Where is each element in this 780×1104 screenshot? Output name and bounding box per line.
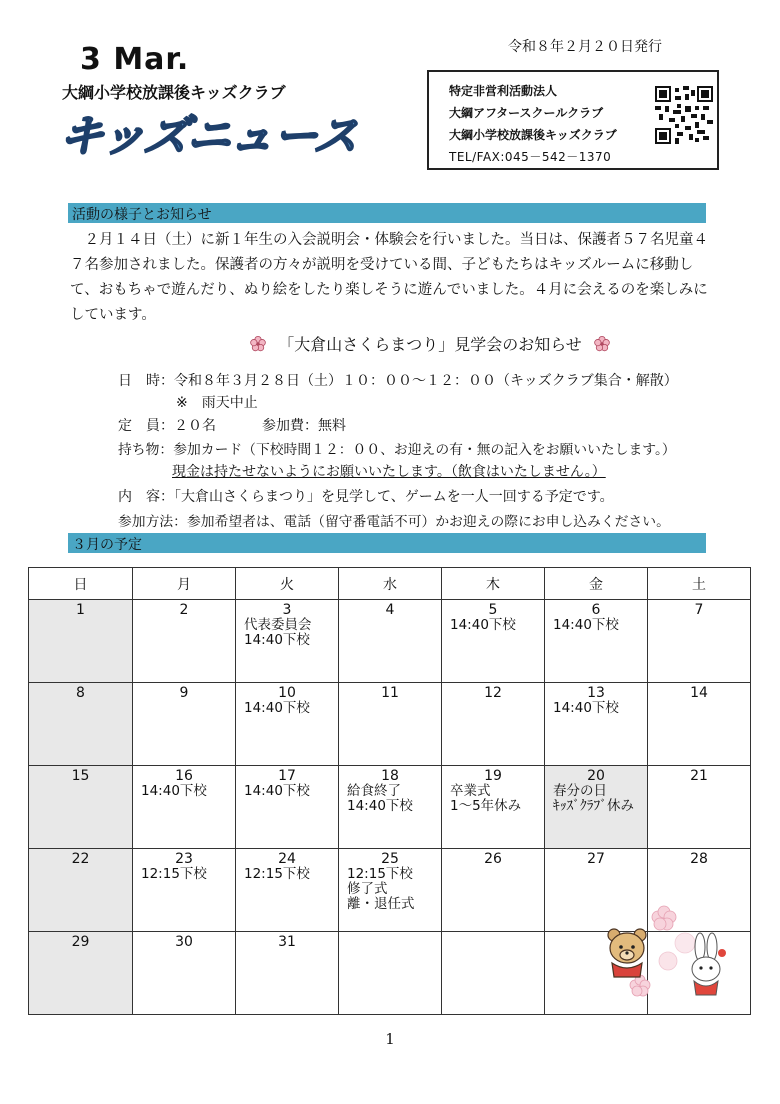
- calendar-day-cell: [133, 766, 236, 849]
- day-event: 代表委員会: [244, 617, 312, 633]
- fee-label: 参加費：: [262, 418, 318, 434]
- activity-section-bar: [68, 203, 706, 223]
- day-number: 19: [484, 768, 502, 784]
- calendar-day-cell: [133, 849, 236, 932]
- day-number: 3: [282, 602, 292, 618]
- event-title-row: [0, 332, 780, 355]
- day-event: 14:40下校: [244, 632, 310, 648]
- items-label: 持ち物：: [118, 442, 174, 458]
- weekday-header-row: [29, 568, 751, 600]
- activity-heading: 活動の様子とお知らせ: [72, 207, 212, 223]
- event-date-value: 令和８年３月２８日（土）１０：００～１２：００（キッズクラブ集合・解散）: [174, 373, 678, 389]
- calendar-day-cell: [236, 766, 339, 849]
- org-name: 大綱アフタースクールクラブ: [449, 106, 604, 120]
- day-event: 離・退任式: [347, 896, 415, 912]
- tel-fax: TEL/FAX:045－542－1370: [449, 150, 612, 164]
- calendar-day-cell: [29, 849, 133, 932]
- day-number: 24: [278, 851, 296, 867]
- calendar-day-cell: [339, 683, 442, 766]
- sakura-flower-icon: [594, 336, 610, 352]
- day-number: 31: [278, 934, 296, 950]
- calendar-day-cell: [29, 766, 133, 849]
- day-event: 12:15下校: [244, 866, 310, 882]
- day-number: 2: [179, 602, 189, 618]
- day-number: 7: [694, 602, 704, 618]
- day-event: 1～5年休み: [450, 798, 522, 814]
- weekday-header: 水: [339, 568, 442, 600]
- day-number: 1: [76, 602, 85, 618]
- qr-code-icon: [655, 86, 713, 144]
- day-number: 25: [381, 851, 399, 867]
- calendar-day-cell: [339, 849, 442, 932]
- weekday-header: 土: [648, 568, 751, 600]
- day-number: 12: [484, 685, 502, 701]
- event-content-row: [118, 486, 614, 506]
- calendar-day-cell: [133, 600, 236, 683]
- org-type: 特定非営利活動法人: [449, 84, 558, 98]
- day-number: 14: [690, 685, 708, 701]
- day-event: 14:40下校: [244, 700, 310, 716]
- day-number: 26: [484, 851, 502, 867]
- apply-value: 参加希望者は、電話（留守番電話不可）かお迎えの際にお申し込みください。: [186, 514, 670, 530]
- calendar-day-cell: [339, 932, 442, 1015]
- day-event: ｷｯｽﾞｸﾗﾌﾞ休み: [553, 798, 634, 814]
- club-name: 大綱小学校放課後キッズクラブ: [62, 83, 286, 102]
- calendar-day-cell: [339, 600, 442, 683]
- page-number: 1: [385, 1030, 395, 1048]
- calendar-week-row: [29, 600, 751, 683]
- day-number: 22: [71, 851, 90, 867]
- event-date-row: [118, 370, 678, 390]
- month-title: 3 Mar.: [80, 42, 190, 77]
- calendar-day-cell: [236, 932, 339, 1015]
- calendar-day-cell: [236, 849, 339, 932]
- day-number: 6: [591, 602, 601, 618]
- fee-value: 無料: [318, 418, 346, 434]
- calendar-day-cell: [236, 600, 339, 683]
- club-name-contact: 大綱小学校放課後キッズクラブ: [449, 128, 617, 142]
- calendar-day-cell: [29, 600, 133, 683]
- day-number: 23: [175, 851, 193, 867]
- weekday-header: 日: [29, 568, 133, 600]
- activity-body: ２月１４日（土）に新１年生の入会説明会・体験会を行いました。当日は、保護者５７名児童４７名参加されました。保護者の方々が説明を受けている間、子どもたちはキッズルームに移動して、おもちゃで遊んだり、ぬり絵をしたり楽しそうに遊んでいました。４月に会えるのを楽しみにしています。: [70, 232, 708, 323]
- issue-date: 令和８年２月２０日発行: [508, 39, 662, 55]
- day-number: 16: [175, 768, 193, 784]
- money-note: 現金は持たせないようにお願いいたします。（飲食はいたしません。）: [172, 464, 606, 480]
- calendar-week-row: [29, 683, 751, 766]
- day-event: 14:40下校: [450, 617, 516, 633]
- weekday-header: 木: [442, 568, 545, 600]
- day-event: 修了式: [347, 881, 388, 897]
- event-fee-row: [262, 415, 346, 435]
- day-number: 11: [381, 685, 399, 701]
- day-number: 8: [76, 685, 85, 701]
- calendar-day-cell: [339, 766, 442, 849]
- day-number: 4: [385, 602, 395, 618]
- calendar-day-cell: [442, 683, 545, 766]
- sakura-flower-icon: [250, 336, 266, 352]
- calendar-day-cell: [545, 683, 648, 766]
- weekday-header: 金: [545, 568, 648, 600]
- calendar-day-cell: [133, 932, 236, 1015]
- day-event: 春分の日: [553, 783, 607, 799]
- capacity-label: 定 員：: [118, 418, 174, 434]
- calendar-day-cell: [648, 600, 751, 683]
- bear-and-rabbit-illustration: [600, 903, 750, 1013]
- day-event: 14:40下校: [244, 783, 310, 799]
- day-event: 12:15下校: [141, 866, 207, 882]
- day-number: 20: [587, 768, 605, 784]
- day-number: 21: [690, 768, 708, 784]
- calendar-day-cell: [648, 683, 751, 766]
- calendar-day-cell: [545, 600, 648, 683]
- calendar-day-cell: [442, 600, 545, 683]
- calendar-week-row: [29, 766, 751, 849]
- calendar-day-cell: [442, 849, 545, 932]
- day-number: 27: [587, 851, 605, 867]
- calendar-day-cell: [648, 766, 751, 849]
- rain-note: ※ 雨天中止: [176, 395, 258, 411]
- day-number: 5: [488, 602, 498, 618]
- weekday-header: 火: [236, 568, 339, 600]
- calendar-day-cell: [442, 766, 545, 849]
- day-number: 9: [179, 685, 189, 701]
- calendar-day-cell: [442, 932, 545, 1015]
- day-event: 給食終了: [347, 783, 401, 799]
- calendar-day-cell: [29, 683, 133, 766]
- weekday-header: 月: [133, 568, 236, 600]
- day-event: 卒業式: [450, 783, 491, 799]
- event-items-row: [118, 438, 676, 458]
- day-event: 14:40下校: [553, 700, 619, 716]
- calendar-day-cell: [545, 766, 648, 849]
- event-capacity-row: [118, 415, 216, 435]
- apply-label: 参加方法：: [118, 514, 187, 530]
- calendar-day-cell: [236, 683, 339, 766]
- calendar-day-cell: [29, 932, 133, 1015]
- day-number: 28: [690, 851, 708, 867]
- event-date-label: 日 時：: [118, 373, 174, 389]
- day-event: 12:15下校: [347, 866, 413, 882]
- day-event: 14:40下校: [347, 798, 413, 814]
- content-value: 「大倉山さくらまつり」を見学して、ゲームを一人一回する予定です。: [174, 489, 614, 505]
- day-number: 18: [381, 768, 399, 784]
- items-value: 参加カード（下校時間１２：００、お迎えの有・無の記入をお願いいたします。）: [173, 442, 676, 458]
- day-event: 14:40下校: [141, 783, 207, 799]
- event-apply-row: [118, 510, 670, 530]
- content-label: 内 容：: [118, 489, 174, 505]
- day-number: 17: [278, 768, 296, 784]
- event-title: 「大倉山さくらまつり」見学会のお知らせ: [278, 335, 582, 354]
- day-number: 13: [587, 685, 605, 701]
- calendar-heading: ３月の予定: [72, 537, 142, 553]
- capacity-value: ２０名: [174, 418, 216, 434]
- calendar-section-bar: [68, 533, 706, 553]
- newsletter-logo: キッズニュース: [55, 111, 361, 162]
- calendar-day-cell: [133, 683, 236, 766]
- contact-box: [427, 70, 719, 170]
- day-number: 15: [71, 768, 90, 784]
- day-number: 29: [71, 934, 90, 950]
- day-number: 30: [175, 934, 193, 950]
- day-number: 10: [278, 685, 296, 701]
- day-event: 14:40下校: [553, 617, 619, 633]
